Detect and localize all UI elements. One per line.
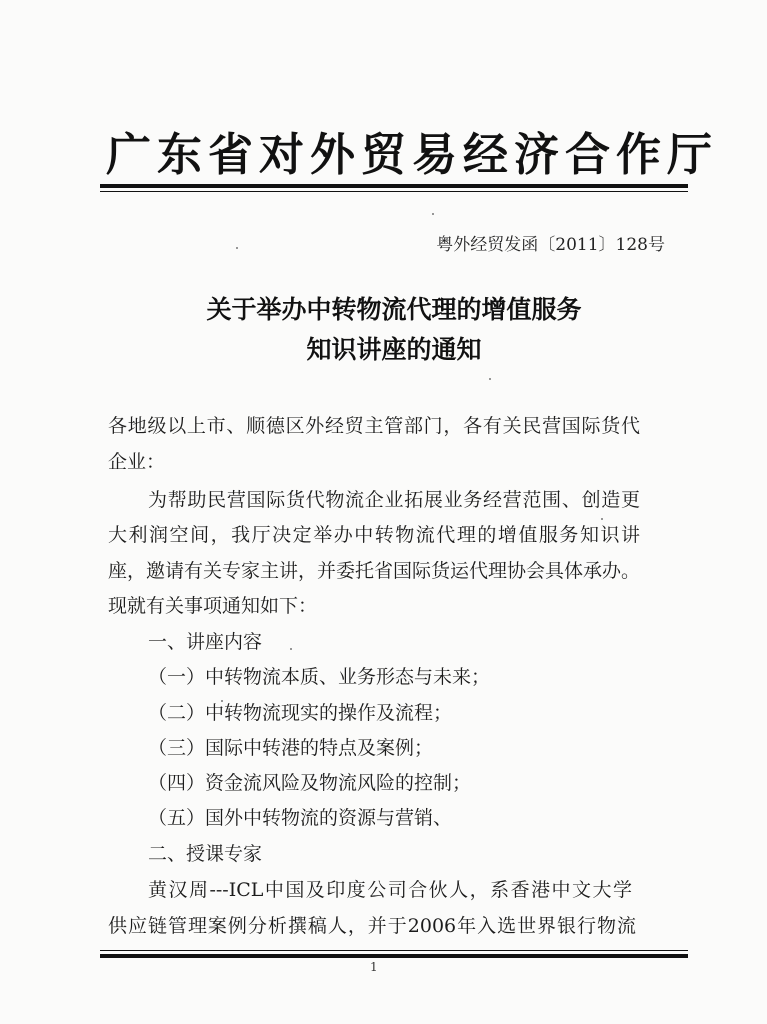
- paragraph-1-line-2: 大利润空间，我厅决定举办中转物流代理的增值服务知识讲: [108, 524, 640, 546]
- scan-speck: [601, 518, 603, 520]
- list-item: （三）国际中转港的特点及案例；: [148, 737, 434, 759]
- salutation-line-2: 企业：: [108, 451, 166, 473]
- list-item: （一）中转物流本质、业务形态与未来；: [148, 666, 491, 688]
- letterhead-title: 广东省对外贸易经济合作厅: [106, 128, 719, 181]
- footer-rule-thin: [100, 950, 688, 951]
- scan-speck: [489, 378, 491, 380]
- section-1-heading: 一、讲座内容: [148, 631, 263, 653]
- footer-rule-thick: [100, 954, 688, 958]
- expert-line-1: 黄汉周---ICL中国及印度公司合伙人，系香港中文大学: [148, 879, 632, 901]
- document-number: 粤外经贸发函〔2011〕128号: [436, 235, 665, 255]
- scan-speck: [236, 247, 238, 249]
- scan-speck: [290, 648, 292, 650]
- page-number: 1: [370, 960, 378, 974]
- paragraph-1-line-3: 座，邀请有关专家主讲，并委托省国际货运代理协会具体承办。: [108, 560, 641, 582]
- scan-speck: [221, 700, 223, 702]
- list-item: （五）国外中转物流的资源与营销、: [148, 807, 453, 829]
- letterhead-rule-thick: [100, 184, 688, 188]
- expert-line-2: 供应链管理案例分析撰稿人，并于2006年入选世界银行物流: [108, 915, 636, 937]
- paragraph-1-line-1: 为帮助民营国际货代物流企业拓展业务经营范围、创造更: [148, 489, 640, 511]
- scan-speck: [432, 213, 434, 215]
- section-2-heading: 二、授课专家: [148, 843, 263, 865]
- list-item: （二）中转物流现实的操作及流程；: [148, 702, 453, 724]
- notice-title-line-1: 关于举办中转物流代理的增值服务: [206, 295, 582, 324]
- salutation-line-1: 各地级以上市、顺德区外经贸主管部门，各有关民营国际货代: [108, 415, 640, 437]
- list-item: （四）资金流风险及物流风险的控制；: [148, 772, 472, 794]
- paragraph-1-line-4: 现就有关事项通知如下：: [108, 595, 318, 617]
- notice-title-line-2: 知识讲座的通知: [306, 335, 482, 364]
- letterhead-rule-thin: [100, 191, 688, 192]
